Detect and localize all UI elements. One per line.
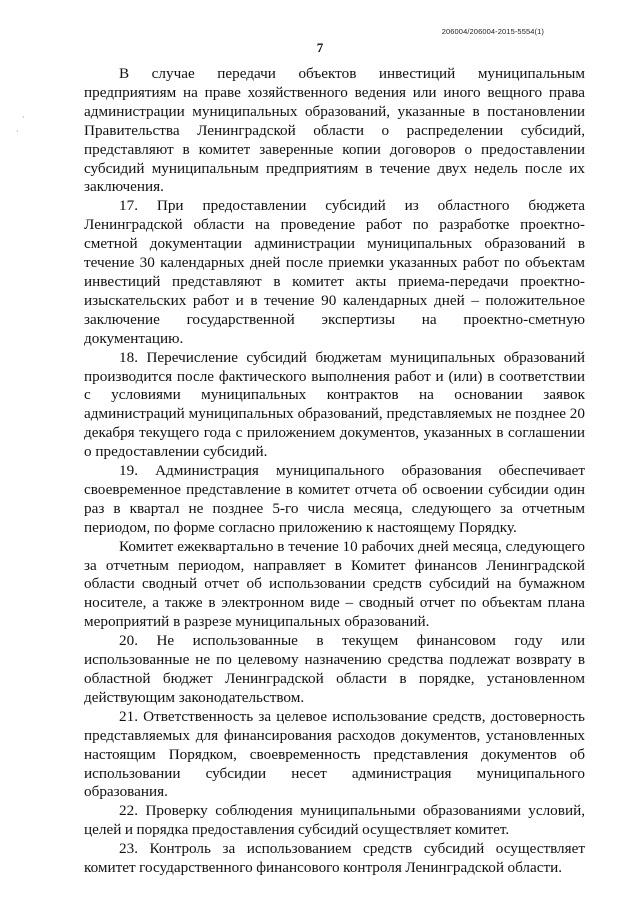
document-id: 206004/206004-2015-5554(1) <box>441 27 544 36</box>
scan-mark: · <box>22 113 25 122</box>
paragraph-transfer-to-enterprises: В случае передачи объектов инвестиций муниципальным предприятиям на праве хозяйственного ведения или иного вещного права администрации муниципальных образований, указанные в постановлении Правительства Ленинградской области о распределении субсидий, представляют в комитет заверенные копии договоров о предоставлении субсидий муниципальным предприятиям в течение двух недель после их заключения. <box>84 65 585 196</box>
paragraph-20: 20. Не использованные в текущем финансовом году или использованные не по целевому назначению средства подлежат возврату в областной бюджет Ленинградской области в порядке, установленном действующим законодательством. <box>84 632 585 706</box>
scan-mark: · <box>16 127 19 136</box>
paragraph-17: 17. При предоставлении субсидий из областного бюджета Ленинградской области на проведение работ по разработке проектно-сметной документации администрации муниципальных образований в течение 30 календарных дней после приемки указанных работ по объектам инвестиций представляют в комитет акты приема-передачи проектно-изыскательских работ и в течение 90 календарных дней – положительное заключение государственной экспертизы на проектно-сметную документацию. <box>84 197 585 347</box>
paragraph-23: 23. Контроль за использованием средств субсидий осуществляет комитет государственного финансового контроля Ленинградской области. <box>84 840 585 877</box>
paragraph-quarterly-report: Комитет ежеквартально в течение 10 рабочих дней месяца, следующего за отчетным периодом, направляет в Комитет финансов Ленинградской области сводный отчет об использовании средств субсидий на бумажном носителе, а также в электронном виде – сводный отчет по объектам плана мероприятий в разрезе муниципальных образований. <box>84 537 585 631</box>
paragraph-18: 18. Перечисление субсидий бюджетам муниципальных образований производится после фактического выполнения работ и (или) в соответствии с условиями муниципальных контрактов на основании заявок администраций муниципальных образований, представляемых не позднее 20 декабря текущего года с приложением документов, указанных в соглашении о предоставлении субсидий. <box>84 348 585 461</box>
page-number: 7 <box>316 40 324 55</box>
paragraph-22: 22. Проверку соблюдения муниципальными образованиями условий, целей и порядка предоставления субсидий осуществляет комитет. <box>84 802 585 839</box>
paragraph-21: 21. Ответственность за целевое использование средств, достоверность представляемых для финансирования расходов документов, установленных настоящим Порядком, своевременность представления документов об использовании субсидии несет администрация муниципального образования. <box>84 707 585 801</box>
paragraph-19: 19. Администрация муниципального образования обеспечивает своевременное представление в комитет отчета об освоении субсидии один раз в квартал не позднее 5-го числа месяца, следующего за отчетным периодом, по форме согласно приложению к настоящему Порядку. <box>84 462 585 536</box>
document-body <box>84 65 585 878</box>
